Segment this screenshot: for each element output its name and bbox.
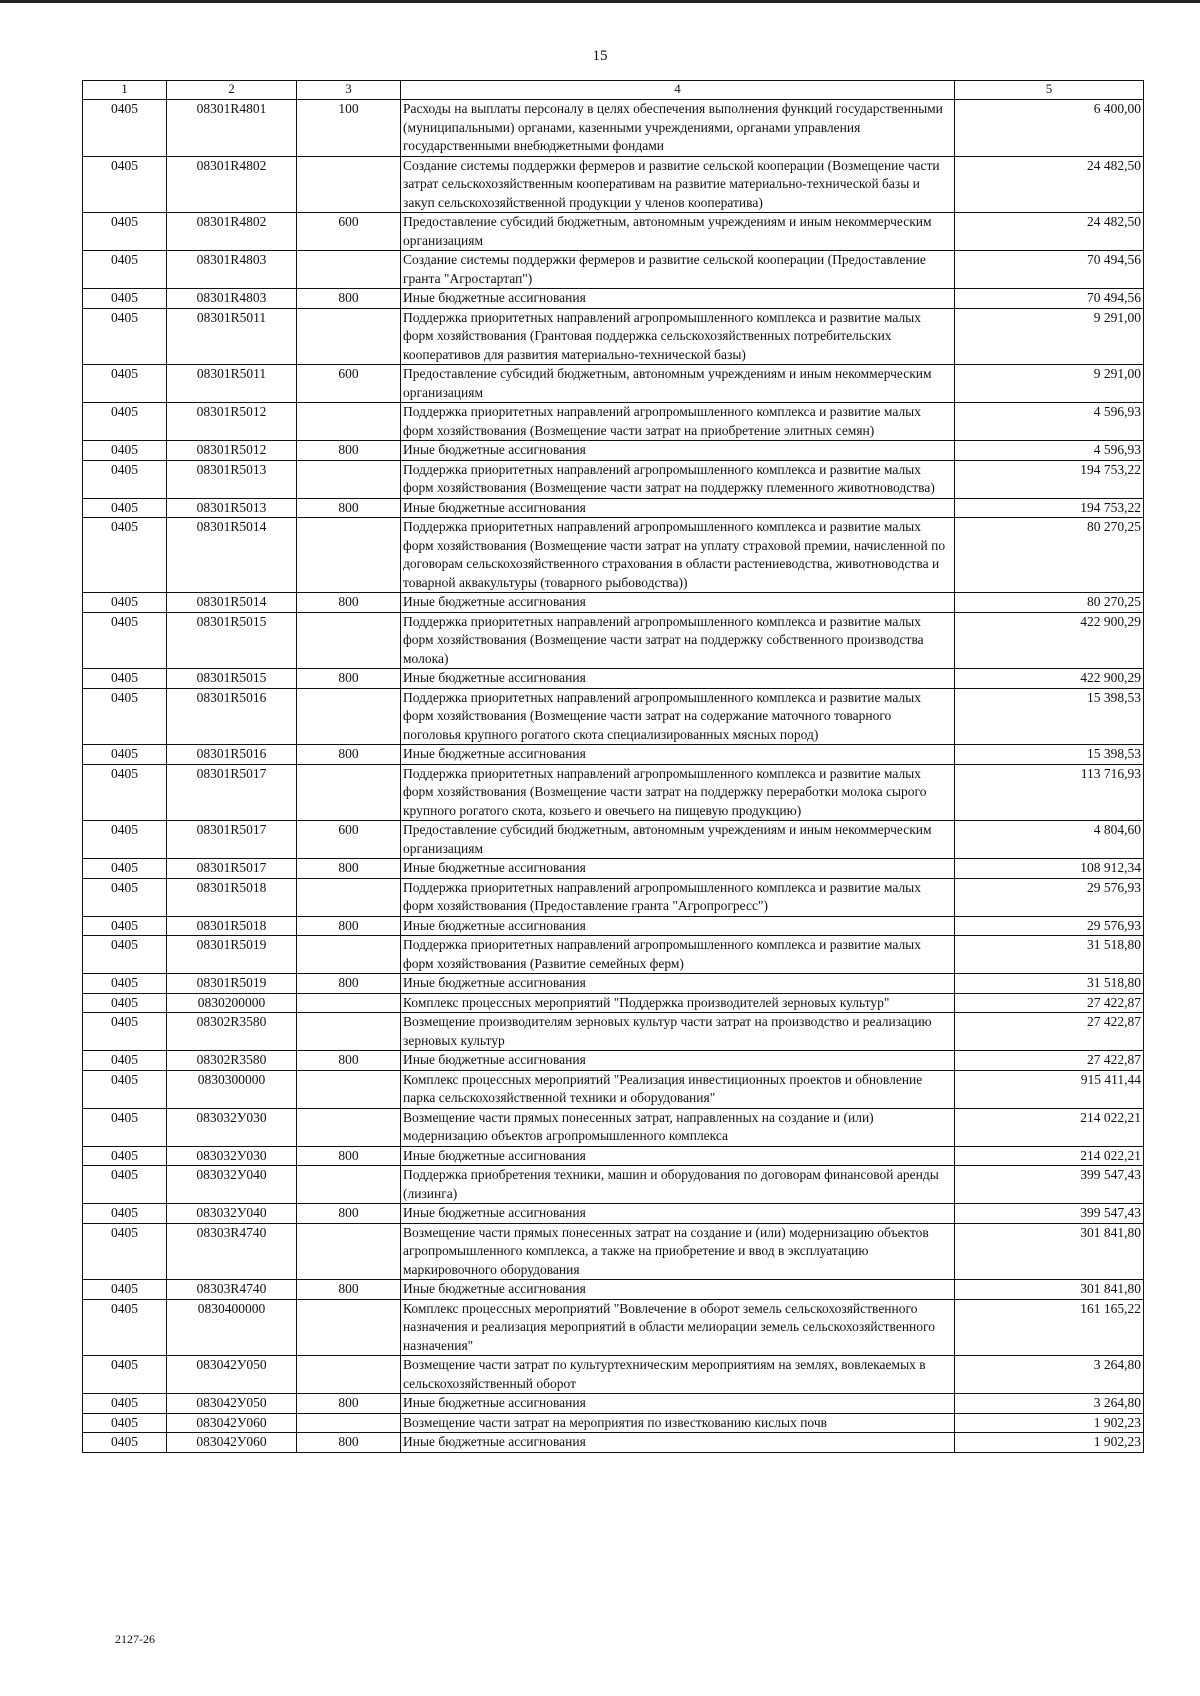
section-code: 0405 bbox=[83, 1223, 167, 1280]
target-article-code: 08301R5016 bbox=[167, 688, 297, 745]
expense-type-code: 800 bbox=[297, 1051, 401, 1071]
item-description: Поддержка приоритетных направлений агропромышленного комплекса и развитие малых форм хозяйствования (Предоставление гранта "Агропрогресс") bbox=[401, 878, 955, 916]
amount: 29 576,93 bbox=[955, 916, 1144, 936]
section-code: 0405 bbox=[83, 365, 167, 403]
amount: 70 494,56 bbox=[955, 251, 1144, 289]
amount: 80 270,25 bbox=[955, 518, 1144, 593]
section-code: 0405 bbox=[83, 974, 167, 994]
table-row bbox=[83, 1166, 1144, 1204]
target-article-code: 083032У030 bbox=[167, 1146, 297, 1166]
item-description: Иные бюджетные ассигнования bbox=[401, 441, 955, 461]
table-row bbox=[83, 974, 1144, 994]
expense-type-code bbox=[297, 1356, 401, 1394]
expense-type-code: 800 bbox=[297, 289, 401, 309]
target-article-code: 08301R5016 bbox=[167, 745, 297, 765]
table-row bbox=[83, 669, 1144, 689]
item-description: Иные бюджетные ассигнования bbox=[401, 1433, 955, 1453]
amount: 27 422,87 bbox=[955, 1013, 1144, 1051]
target-article-code: 0830400000 bbox=[167, 1299, 297, 1356]
item-description: Комплекс процессных мероприятий "Реализация инвестиционных проектов и обновление парка сельскохозяйственной техники и оборудования" bbox=[401, 1070, 955, 1108]
target-article-code: 08303R4740 bbox=[167, 1280, 297, 1300]
section-code: 0405 bbox=[83, 1204, 167, 1224]
item-description: Создание системы поддержки фермеров и развитие сельской кооперации (Предоставление гранта "Агростартап") bbox=[401, 251, 955, 289]
target-article-code: 08301R5018 bbox=[167, 878, 297, 916]
target-article-code: 083042У050 bbox=[167, 1356, 297, 1394]
amount: 399 547,43 bbox=[955, 1166, 1144, 1204]
target-article-code: 08301R5017 bbox=[167, 764, 297, 821]
target-article-code: 08301R5011 bbox=[167, 308, 297, 365]
table-row bbox=[83, 764, 1144, 821]
item-description: Комплекс процессных мероприятий "Поддержка производителей зерновых культур" bbox=[401, 993, 955, 1013]
section-code: 0405 bbox=[83, 1299, 167, 1356]
section-code: 0405 bbox=[83, 878, 167, 916]
section-code: 0405 bbox=[83, 1356, 167, 1394]
section-code: 0405 bbox=[83, 764, 167, 821]
target-article-code: 08301R5013 bbox=[167, 460, 297, 498]
section-code: 0405 bbox=[83, 821, 167, 859]
column-header: 1 bbox=[83, 81, 167, 100]
table-row bbox=[83, 745, 1144, 765]
expense-type-code bbox=[297, 993, 401, 1013]
item-description: Поддержка приоритетных направлений агропромышленного комплекса и развитие малых форм хозяйствования (Возмещение части затрат на поддержку переработки молока сырого крупного рогатого скота, козьего и овечьего на пищевую продукцию) bbox=[401, 764, 955, 821]
section-code: 0405 bbox=[83, 213, 167, 251]
amount: 70 494,56 bbox=[955, 289, 1144, 309]
table-row bbox=[83, 289, 1144, 309]
amount: 31 518,80 bbox=[955, 974, 1144, 994]
expense-type-code bbox=[297, 156, 401, 213]
item-description: Иные бюджетные ассигнования bbox=[401, 974, 955, 994]
amount: 27 422,87 bbox=[955, 993, 1144, 1013]
item-description: Иные бюджетные ассигнования bbox=[401, 1146, 955, 1166]
table-row bbox=[83, 1356, 1144, 1394]
item-description: Иные бюджетные ассигнования bbox=[401, 1204, 955, 1224]
table-row bbox=[83, 518, 1144, 593]
item-description: Поддержка приоритетных направлений агропромышленного комплекса и развитие малых форм хозяйствования (Возмещение части затрат на поддержку собственного производства молока) bbox=[401, 612, 955, 669]
target-article-code: 08302R3580 bbox=[167, 1013, 297, 1051]
target-article-code: 08301R5012 bbox=[167, 403, 297, 441]
amount: 4 596,93 bbox=[955, 441, 1144, 461]
section-code: 0405 bbox=[83, 745, 167, 765]
item-description: Иные бюджетные ассигнования bbox=[401, 593, 955, 613]
expense-type-code: 800 bbox=[297, 1146, 401, 1166]
amount: 9 291,00 bbox=[955, 365, 1144, 403]
amount: 161 165,22 bbox=[955, 1299, 1144, 1356]
item-description: Поддержка приоритетных направлений агропромышленного комплекса и развитие малых форм хозяйствования (Возмещение части затрат на приобретение элитных семян) bbox=[401, 403, 955, 441]
expense-type-code bbox=[297, 1108, 401, 1146]
table-row bbox=[83, 308, 1144, 365]
expense-type-code: 100 bbox=[297, 100, 401, 157]
table-row bbox=[83, 213, 1144, 251]
item-description: Поддержка приоритетных направлений агропромышленного комплекса и развитие малых форм хозяйствования (Возмещение части затрат на поддержку племенного животноводства) bbox=[401, 460, 955, 498]
item-description: Комплекс процессных мероприятий "Вовлечение в оборот земель сельскохозяйственного назначения и реализация мероприятий в области мелиорации земель сельскохозяйственного назначения" bbox=[401, 1299, 955, 1356]
amount: 24 482,50 bbox=[955, 213, 1144, 251]
amount: 113 716,93 bbox=[955, 764, 1144, 821]
table-row bbox=[83, 1070, 1144, 1108]
item-description: Предоставление субсидий бюджетным, автономным учреждениям и иным некоммерческим организациям bbox=[401, 213, 955, 251]
expense-type-code bbox=[297, 308, 401, 365]
target-article-code: 083032У040 bbox=[167, 1204, 297, 1224]
item-description: Иные бюджетные ассигнования bbox=[401, 1394, 955, 1414]
section-code: 0405 bbox=[83, 518, 167, 593]
section-code: 0405 bbox=[83, 289, 167, 309]
amount: 4 804,60 bbox=[955, 821, 1144, 859]
target-article-code: 08301R5015 bbox=[167, 669, 297, 689]
section-code: 0405 bbox=[83, 460, 167, 498]
table-row bbox=[83, 251, 1144, 289]
target-article-code: 08301R5018 bbox=[167, 916, 297, 936]
expense-type-code: 600 bbox=[297, 821, 401, 859]
item-description: Поддержка приоритетных направлений агропромышленного комплекса и развитие малых форм хозяйствования (Возмещение части затрат на содержание маточного товарного поголовья крупного рогатого скота специализированных мясных пород) bbox=[401, 688, 955, 745]
target-article-code: 08301R5017 bbox=[167, 821, 297, 859]
section-code: 0405 bbox=[83, 859, 167, 879]
section-code: 0405 bbox=[83, 1108, 167, 1146]
section-code: 0405 bbox=[83, 593, 167, 613]
item-description: Предоставление субсидий бюджетным, автономным учреждениям и иным некоммерческим организациям bbox=[401, 365, 955, 403]
table-row bbox=[83, 821, 1144, 859]
section-code: 0405 bbox=[83, 251, 167, 289]
amount: 214 022,21 bbox=[955, 1108, 1144, 1146]
column-header: 5 bbox=[955, 81, 1144, 100]
section-code: 0405 bbox=[83, 936, 167, 974]
amount: 1 902,23 bbox=[955, 1433, 1144, 1453]
target-article-code: 08301R5019 bbox=[167, 974, 297, 994]
item-description: Возмещение части прямых понесенных затрат, направленных на создание и (или) модернизацию объектов агропромышленного комплекса bbox=[401, 1108, 955, 1146]
expense-type-code: 800 bbox=[297, 859, 401, 879]
amount: 80 270,25 bbox=[955, 593, 1144, 613]
column-header: 2 bbox=[167, 81, 297, 100]
table-row bbox=[83, 612, 1144, 669]
target-article-code: 0830200000 bbox=[167, 993, 297, 1013]
expense-type-code: 800 bbox=[297, 1433, 401, 1453]
target-article-code: 08301R5019 bbox=[167, 936, 297, 974]
amount: 422 900,29 bbox=[955, 669, 1144, 689]
item-description: Предоставление субсидий бюджетным, автономным учреждениям и иным некоммерческим организациям bbox=[401, 821, 955, 859]
table-row bbox=[83, 593, 1144, 613]
expense-type-code bbox=[297, 1013, 401, 1051]
section-code: 0405 bbox=[83, 403, 167, 441]
target-article-code: 08301R5017 bbox=[167, 859, 297, 879]
table-body bbox=[83, 100, 1144, 1453]
expense-type-code: 800 bbox=[297, 593, 401, 613]
target-article-code: 083042У060 bbox=[167, 1433, 297, 1453]
amount: 24 482,50 bbox=[955, 156, 1144, 213]
target-article-code: 08301R5013 bbox=[167, 498, 297, 518]
table-row bbox=[83, 403, 1144, 441]
table-row bbox=[83, 993, 1144, 1013]
section-code: 0405 bbox=[83, 1146, 167, 1166]
section-code: 0405 bbox=[83, 669, 167, 689]
section-code: 0405 bbox=[83, 441, 167, 461]
amount: 301 841,80 bbox=[955, 1223, 1144, 1280]
section-code: 0405 bbox=[83, 916, 167, 936]
item-description: Возмещение части затрат на мероприятия по известкованию кислых почв bbox=[401, 1413, 955, 1433]
table-row bbox=[83, 878, 1144, 916]
section-code: 0405 bbox=[83, 1013, 167, 1051]
item-description: Иные бюджетные ассигнования bbox=[401, 745, 955, 765]
target-article-code: 08301R5011 bbox=[167, 365, 297, 403]
budget-table bbox=[82, 80, 1144, 1453]
section-code: 0405 bbox=[83, 1413, 167, 1433]
section-code: 0405 bbox=[83, 1394, 167, 1414]
expense-type-code bbox=[297, 1299, 401, 1356]
table-row bbox=[83, 916, 1144, 936]
scan-edge bbox=[0, 0, 1200, 3]
table-row bbox=[83, 460, 1144, 498]
amount: 15 398,53 bbox=[955, 745, 1144, 765]
expense-type-code bbox=[297, 1413, 401, 1433]
amount: 31 518,80 bbox=[955, 936, 1144, 974]
footer-code: 2127-26 bbox=[115, 1632, 155, 1646]
expense-type-code: 800 bbox=[297, 1394, 401, 1414]
section-code: 0405 bbox=[83, 1166, 167, 1204]
table-row bbox=[83, 1108, 1144, 1146]
target-article-code: 08302R3580 bbox=[167, 1051, 297, 1071]
section-code: 0405 bbox=[83, 498, 167, 518]
expense-type-code bbox=[297, 460, 401, 498]
target-article-code: 08301R5014 bbox=[167, 518, 297, 593]
amount: 915 411,44 bbox=[955, 1070, 1144, 1108]
expense-type-code: 800 bbox=[297, 974, 401, 994]
amount: 108 912,34 bbox=[955, 859, 1144, 879]
expense-type-code bbox=[297, 251, 401, 289]
section-code: 0405 bbox=[83, 1051, 167, 1071]
target-article-code: 083042У050 bbox=[167, 1394, 297, 1414]
item-description: Поддержка приоритетных направлений агропромышленного комплекса и развитие малых форм хозяйствования (Грантовая поддержка сельскохозяйственных потребительских кооперативов для развития материально-технической базы) bbox=[401, 308, 955, 365]
expense-type-code: 800 bbox=[297, 1204, 401, 1224]
amount: 214 022,21 bbox=[955, 1146, 1144, 1166]
table-row bbox=[83, 1223, 1144, 1280]
table-row bbox=[83, 441, 1144, 461]
section-code: 0405 bbox=[83, 100, 167, 157]
amount: 194 753,22 bbox=[955, 498, 1144, 518]
table-row bbox=[83, 365, 1144, 403]
table-row bbox=[83, 156, 1144, 213]
item-description: Иные бюджетные ассигнования bbox=[401, 669, 955, 689]
item-description: Возмещение части затрат по культуртехническим мероприятиям на землях, вовлекаемых в сельскохозяйственный оборот bbox=[401, 1356, 955, 1394]
item-description: Создание системы поддержки фермеров и развитие сельской кооперации (Возмещение части затрат сельскохозяйственным кооперативам на развитие материально-технической базы и закуп сельскохозяйственной продукции у членов кооператива) bbox=[401, 156, 955, 213]
expense-type-code: 800 bbox=[297, 669, 401, 689]
table-row bbox=[83, 1394, 1144, 1414]
section-code: 0405 bbox=[83, 993, 167, 1013]
target-article-code: 08303R4740 bbox=[167, 1223, 297, 1280]
amount: 15 398,53 bbox=[955, 688, 1144, 745]
amount: 194 753,22 bbox=[955, 460, 1144, 498]
table-row bbox=[83, 688, 1144, 745]
target-article-code: 0830300000 bbox=[167, 1070, 297, 1108]
target-article-code: 083042У060 bbox=[167, 1413, 297, 1433]
column-header: 4 bbox=[401, 81, 955, 100]
section-code: 0405 bbox=[83, 156, 167, 213]
table-row bbox=[83, 1280, 1144, 1300]
expense-type-code: 800 bbox=[297, 1280, 401, 1300]
table-row bbox=[83, 1413, 1144, 1433]
expense-type-code bbox=[297, 518, 401, 593]
table-row bbox=[83, 498, 1144, 518]
section-code: 0405 bbox=[83, 308, 167, 365]
expense-type-code: 800 bbox=[297, 441, 401, 461]
item-description: Иные бюджетные ассигнования bbox=[401, 289, 955, 309]
item-description: Иные бюджетные ассигнования bbox=[401, 1051, 955, 1071]
expense-type-code bbox=[297, 1070, 401, 1108]
expense-type-code: 800 bbox=[297, 745, 401, 765]
section-code: 0405 bbox=[83, 612, 167, 669]
table-row bbox=[83, 1013, 1144, 1051]
expense-type-code bbox=[297, 612, 401, 669]
target-article-code: 083032У040 bbox=[167, 1166, 297, 1204]
section-code: 0405 bbox=[83, 1433, 167, 1453]
item-description: Иные бюджетные ассигнования bbox=[401, 859, 955, 879]
amount: 29 576,93 bbox=[955, 878, 1144, 916]
column-header: 3 bbox=[297, 81, 401, 100]
expense-type-code bbox=[297, 936, 401, 974]
target-article-code: 08301R5014 bbox=[167, 593, 297, 613]
item-description: Поддержка приоритетных направлений агропромышленного комплекса и развитие малых форм хозяйствования (Возмещение части затрат на уплату страховой премии, начисленной по договорам сельскохозяйственного страхования в области растениеводства, животноводства и товарной аквакультуры (товарного рыбоводства)) bbox=[401, 518, 955, 593]
page-number: 15 bbox=[592, 48, 608, 64]
amount: 422 900,29 bbox=[955, 612, 1144, 669]
expense-type-code: 600 bbox=[297, 365, 401, 403]
target-article-code: 08301R4802 bbox=[167, 156, 297, 213]
item-description: Поддержка приобретения техники, машин и оборудования по договорам финансовой аренды (лизинга) bbox=[401, 1166, 955, 1204]
section-code: 0405 bbox=[83, 1070, 167, 1108]
target-article-code: 08301R4802 bbox=[167, 213, 297, 251]
amount: 9 291,00 bbox=[955, 308, 1144, 365]
table-row bbox=[83, 936, 1144, 974]
expense-type-code bbox=[297, 1166, 401, 1204]
table-row bbox=[83, 1051, 1144, 1071]
target-article-code: 08301R4801 bbox=[167, 100, 297, 157]
expense-type-code: 600 bbox=[297, 213, 401, 251]
expense-type-code: 800 bbox=[297, 916, 401, 936]
table-row bbox=[83, 1433, 1144, 1453]
amount: 3 264,80 bbox=[955, 1356, 1144, 1394]
section-code: 0405 bbox=[83, 688, 167, 745]
expense-type-code bbox=[297, 1223, 401, 1280]
item-description: Иные бюджетные ассигнования bbox=[401, 498, 955, 518]
expense-type-code bbox=[297, 764, 401, 821]
amount: 27 422,87 bbox=[955, 1051, 1144, 1071]
expense-type-code: 800 bbox=[297, 498, 401, 518]
table-row bbox=[83, 1299, 1144, 1356]
amount: 6 400,00 bbox=[955, 100, 1144, 157]
expense-type-code bbox=[297, 403, 401, 441]
target-article-code: 08301R5012 bbox=[167, 441, 297, 461]
section-code: 0405 bbox=[83, 1280, 167, 1300]
item-description: Возмещение части прямых понесенных затрат на создание и (или) модернизацию объектов агропромышленного комплекса, а также на приобретение и ввод в эксплуатацию маркировочного оборудования bbox=[401, 1223, 955, 1280]
table-row bbox=[83, 1146, 1144, 1166]
table-row bbox=[83, 859, 1144, 879]
amount: 399 547,43 bbox=[955, 1204, 1144, 1224]
target-article-code: 08301R5015 bbox=[167, 612, 297, 669]
item-description: Расходы на выплаты персоналу в целях обеспечения выполнения функций государственными (муниципальными) органами, казенными учреждениями, органами управления государственными внебюджетными фондами bbox=[401, 100, 955, 157]
item-description: Поддержка приоритетных направлений агропромышленного комплекса и развитие малых форм хозяйствования (Развитие семейных ферм) bbox=[401, 936, 955, 974]
target-article-code: 08301R4803 bbox=[167, 289, 297, 309]
expense-type-code bbox=[297, 878, 401, 916]
amount: 1 902,23 bbox=[955, 1413, 1144, 1433]
item-description: Иные бюджетные ассигнования bbox=[401, 1280, 955, 1300]
table-row bbox=[83, 1204, 1144, 1224]
target-article-code: 083032У030 bbox=[167, 1108, 297, 1146]
amount: 4 596,93 bbox=[955, 403, 1144, 441]
expense-type-code bbox=[297, 688, 401, 745]
amount: 3 264,80 bbox=[955, 1394, 1144, 1414]
item-description: Иные бюджетные ассигнования bbox=[401, 916, 955, 936]
table-header-row bbox=[83, 81, 1144, 100]
amount: 301 841,80 bbox=[955, 1280, 1144, 1300]
item-description: Возмещение производителям зерновых культур части затрат на производство и реализацию зерновых культур bbox=[401, 1013, 955, 1051]
target-article-code: 08301R4803 bbox=[167, 251, 297, 289]
table-row bbox=[83, 100, 1144, 157]
